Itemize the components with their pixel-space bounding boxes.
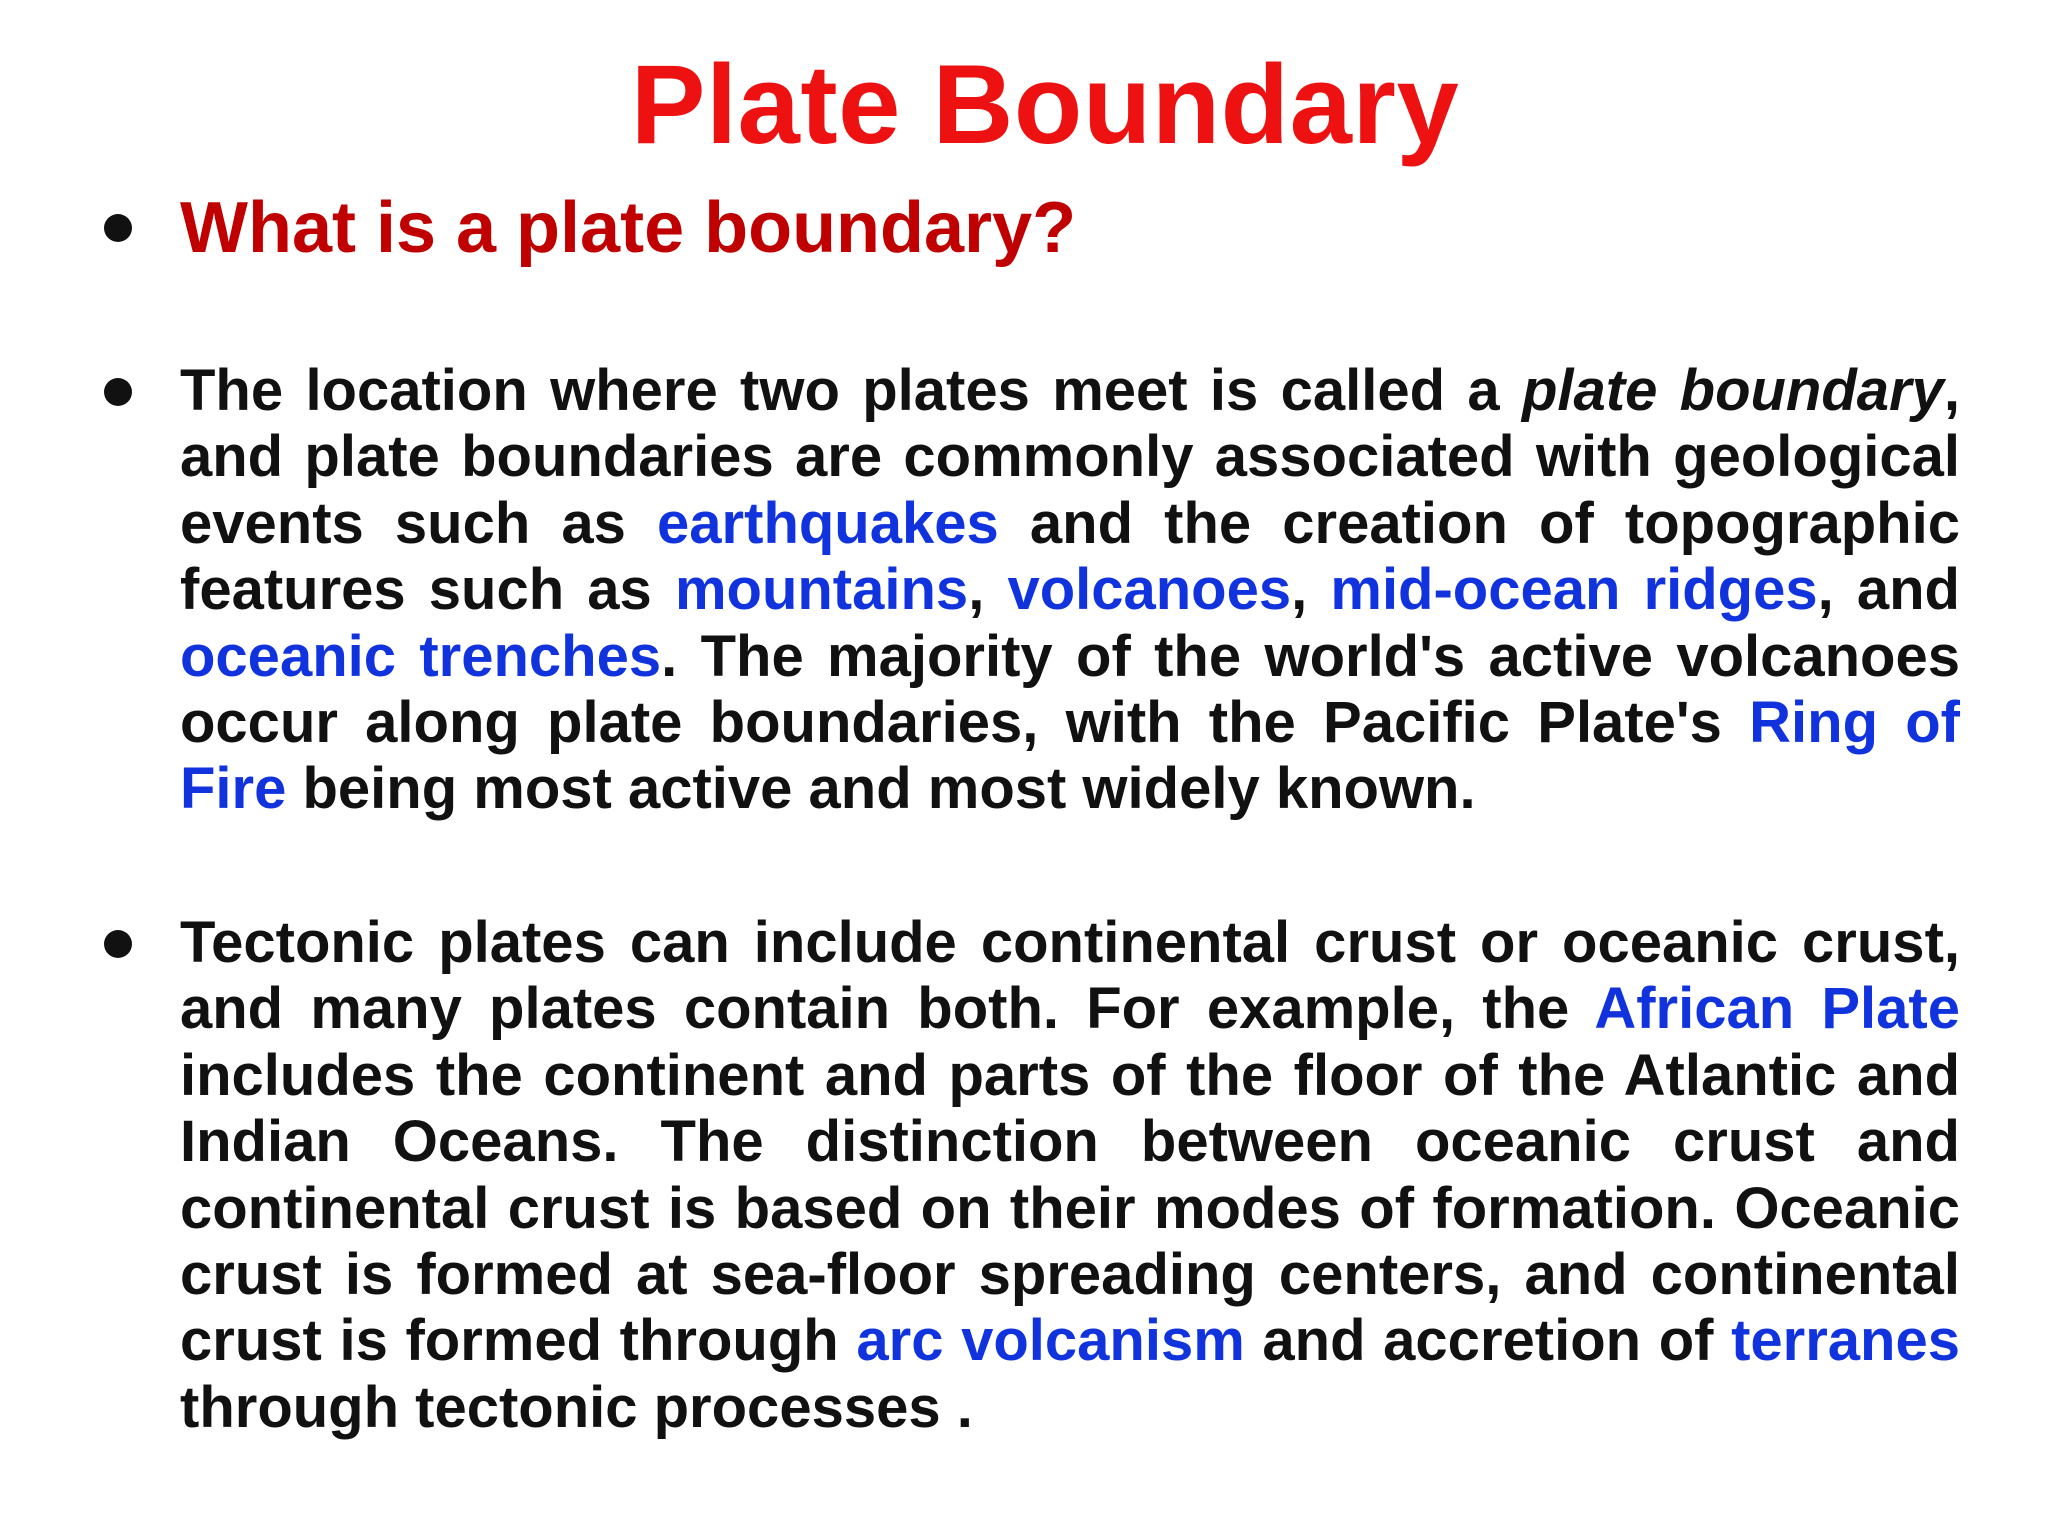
emphasis-plate-boundary: plate boundary: [1521, 358, 1944, 423]
text-segment: ,: [968, 557, 1008, 623]
link-ring-of-fire[interactable]: Ring of Fire: [180, 690, 1961, 822]
bullet-dot-icon: [104, 930, 132, 958]
link-arc-volcanism[interactable]: arc volcanism: [856, 1308, 1245, 1374]
link-mid-ocean-ridges[interactable]: mid-ocean ridges: [1330, 557, 1818, 623]
bullet-dot-icon: [104, 378, 132, 406]
text-segment: through tectonic processes .: [180, 1374, 973, 1440]
paragraph-tectonic-plates: [180, 910, 1960, 1441]
link-mountains[interactable]: mountains: [674, 557, 969, 623]
text-segment: , and: [1817, 557, 1960, 623]
text-segment: The location where two plates meet is called a: [180, 358, 1522, 423]
question-text: What is a plate boundary?: [180, 188, 1077, 268]
text-segment: . The majority of the world's active volcanoes occur along plate boundaries, with the Pacific Plate's: [180, 623, 1960, 756]
paragraph-plate-boundary: [180, 358, 1960, 823]
text-segment: and accretion of: [1244, 1308, 1732, 1374]
text-segment: ,: [1291, 557, 1331, 623]
bullet-dot-icon: [104, 214, 132, 242]
link-oceanic-trenches[interactable]: oceanic trenches: [180, 623, 662, 689]
text-segment: Tectonic plates can include continental crust or oceanic crust, and many plates contain both. For example, the: [180, 910, 1960, 1042]
link-terranes[interactable]: terranes: [1731, 1308, 1960, 1374]
link-volcanoes[interactable]: volcanoes: [1007, 557, 1292, 623]
text-segment: and the creation of topographic features such as: [180, 490, 1960, 623]
slide-title: Plate Boundary: [630, 42, 1460, 167]
text-segment: includes the continent and parts of the floor of the Atlantic and Indian Oceans. The distinction between oceanic crust and continental crust is based on their modes of formation. Oceanic crust is formed at sea-floor spreading centers, and continental crust is formed through: [180, 1042, 1960, 1374]
link-earthquakes[interactable]: earthquakes: [657, 490, 999, 556]
text-segment: , and plate boundaries are commonly associated with geological events such as: [180, 358, 1961, 556]
link-african-plate[interactable]: African Plate: [1594, 976, 1960, 1042]
text-segment: being most active and most widely known.: [286, 756, 1476, 822]
